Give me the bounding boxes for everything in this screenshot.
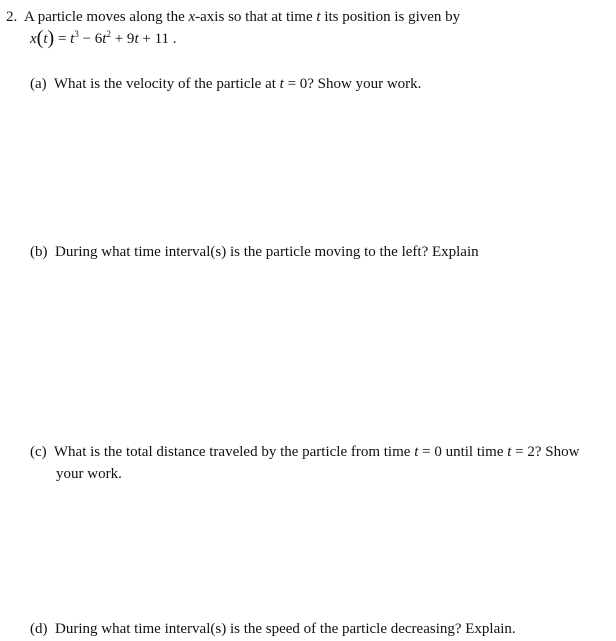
question-c-text-line2: your work. — [56, 466, 122, 482]
question-a-text-1: What is the velocity of the particle at — [53, 76, 280, 92]
formula-equals: = — [54, 31, 71, 47]
question-d-label: (d) — [30, 621, 48, 637]
position-formula — [30, 27, 177, 49]
stem-var-x: x — [188, 9, 196, 25]
question-b-label: (b) — [30, 244, 48, 260]
stem-text-1: A particle moves along the — [23, 9, 189, 25]
question-b — [30, 243, 479, 261]
formula-term2-exp: 2 — [106, 29, 111, 39]
stem-text-3: its position is given by — [320, 9, 461, 25]
formula-term3-var: t — [134, 31, 139, 47]
question-c-label: (c) — [30, 444, 47, 460]
question-c-continuation — [56, 465, 122, 483]
question-b-text: During what time interval(s) is the particle moving to the left? Explain — [55, 244, 479, 260]
stem-text-2: -axis so that at time — [195, 9, 317, 25]
question-d-text: During what time interval(s) is the speed of the particle decreasing? Explain. — [55, 621, 516, 637]
question-a-var: t — [279, 76, 284, 92]
formula-tail: + 11 . — [138, 31, 177, 47]
question-c — [30, 443, 579, 461]
problem-stem — [6, 8, 460, 26]
question-a — [30, 75, 421, 93]
question-c-text-1: What is the total distance traveled by the particle from time — [53, 444, 415, 460]
formula-term1-exp: 3 — [74, 29, 79, 39]
formula-op1: − 6 — [78, 31, 103, 47]
question-a-label: (a) — [30, 76, 47, 92]
formula-lhs-var: x — [30, 31, 37, 47]
formula-term2-var: t — [102, 31, 107, 47]
question-d — [30, 620, 516, 638]
stem-var-t: t — [316, 9, 321, 25]
question-c-text-3: = 2? Show — [511, 444, 580, 460]
formula-close-paren: ) — [47, 27, 55, 49]
formula-op2: + 9 — [110, 31, 135, 47]
question-a-text-2: = 0? Show your work. — [283, 76, 422, 92]
formula-open-paren: ( — [36, 27, 44, 49]
formula-lhs-arg: t — [43, 31, 48, 47]
formula-term1-var: t — [70, 31, 75, 47]
question-c-text-2: = 0 until time — [418, 444, 508, 460]
problem-number: 2. — [6, 9, 18, 25]
question-c-var-2: t — [507, 444, 512, 460]
question-c-var-1: t — [414, 444, 419, 460]
